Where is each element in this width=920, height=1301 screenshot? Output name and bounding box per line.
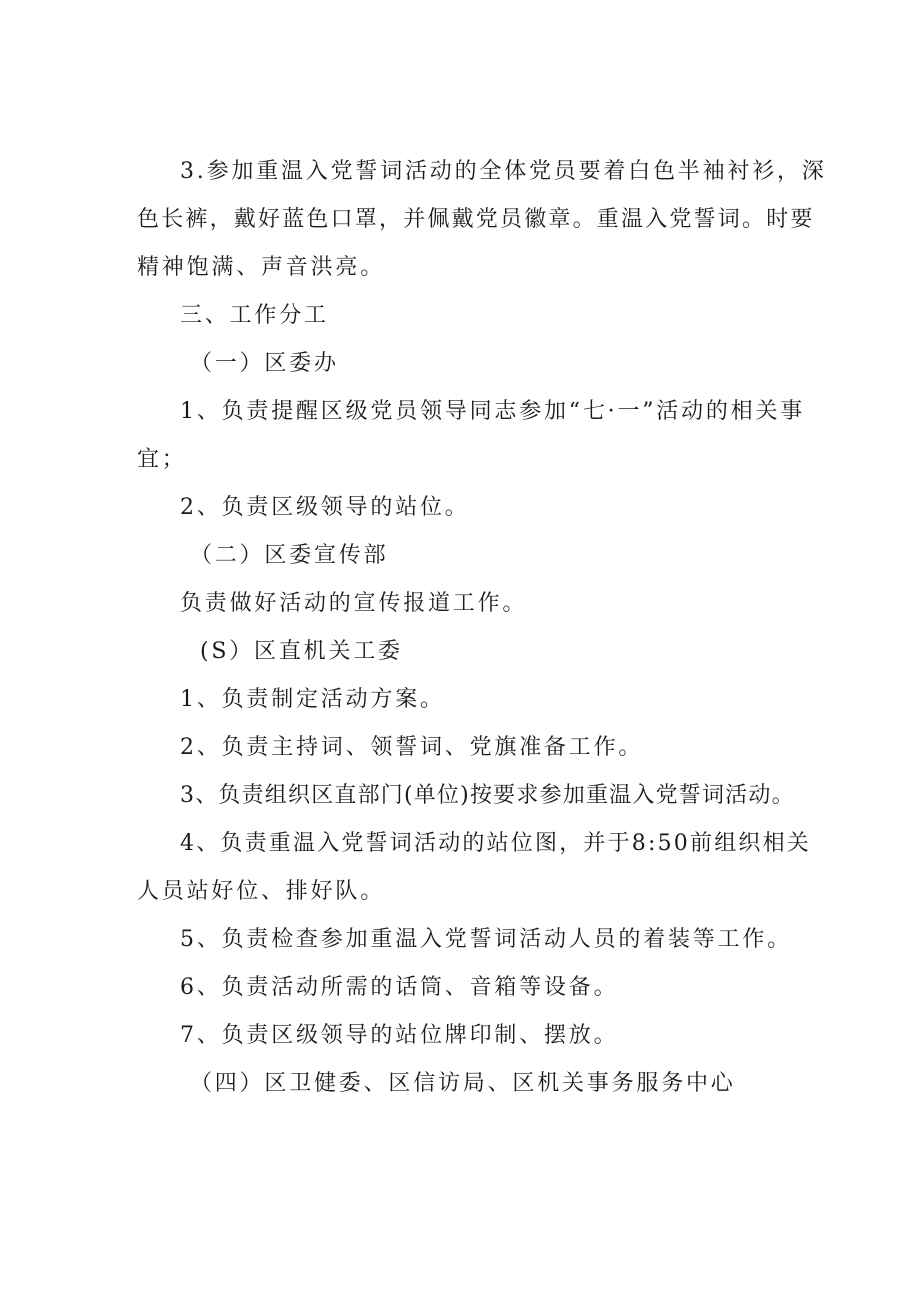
subsection-heading-3: (S）区直机关工委 — [200, 639, 403, 664]
paragraph-line-2: 色长裤，戴好蓝色口罩，并佩戴党员徽章。重温入党誓词。时要 — [137, 207, 815, 232]
item-line-8: 6、负责活动所需的话筒、音箱等设备。 — [180, 975, 619, 1000]
item-line-6: 4、负责重温入党誓词活动的站位图，并于8:50前组织相关 — [180, 831, 812, 856]
section-heading: 三、工作分工 — [180, 303, 329, 328]
item-line-1-cont: 宜； — [137, 447, 187, 472]
subsection-heading-2: （二）区委宣传部 — [190, 543, 389, 568]
item-line-9: 7、负责区级领导的站位牌印制、摆放。 — [180, 1023, 619, 1048]
item-line-2: 2、负责区级领导的站位。 — [180, 495, 470, 520]
paragraph-line-publicity: 负责做好活动的宣传报道工作。 — [180, 591, 528, 616]
paragraph-line-1: 3.参加重温入党誓词活动的全体党员要着白色半袖衬衫，深 — [180, 159, 827, 184]
item-line-3: 1、负责制定活动方案。 — [180, 687, 445, 712]
item-line-6-cont: 人员站好位、排好队。 — [137, 879, 386, 904]
paragraph-line-3: 精神饱满、声音洪亮。 — [137, 255, 386, 280]
subsection-heading-4: （四）区卫健委、区信访局、区机关事务服务中心 — [190, 1071, 736, 1096]
item-line-5: 3、负责组织区直部门(单位)按要求参加重温入党誓词活动。 — [180, 783, 795, 808]
item-line-4: 2、负责主持词、领誓词、党旗准备工作。 — [180, 735, 644, 760]
subsection-heading-1: （一）区委办 — [190, 351, 339, 376]
item-line-7: 5、负责检查参加重温入党誓词活动人员的着装等工作。 — [180, 927, 792, 952]
item-line-1: 1、负责提醒区级党员领导同志参加“七·一”活动的相关事 — [180, 399, 806, 424]
